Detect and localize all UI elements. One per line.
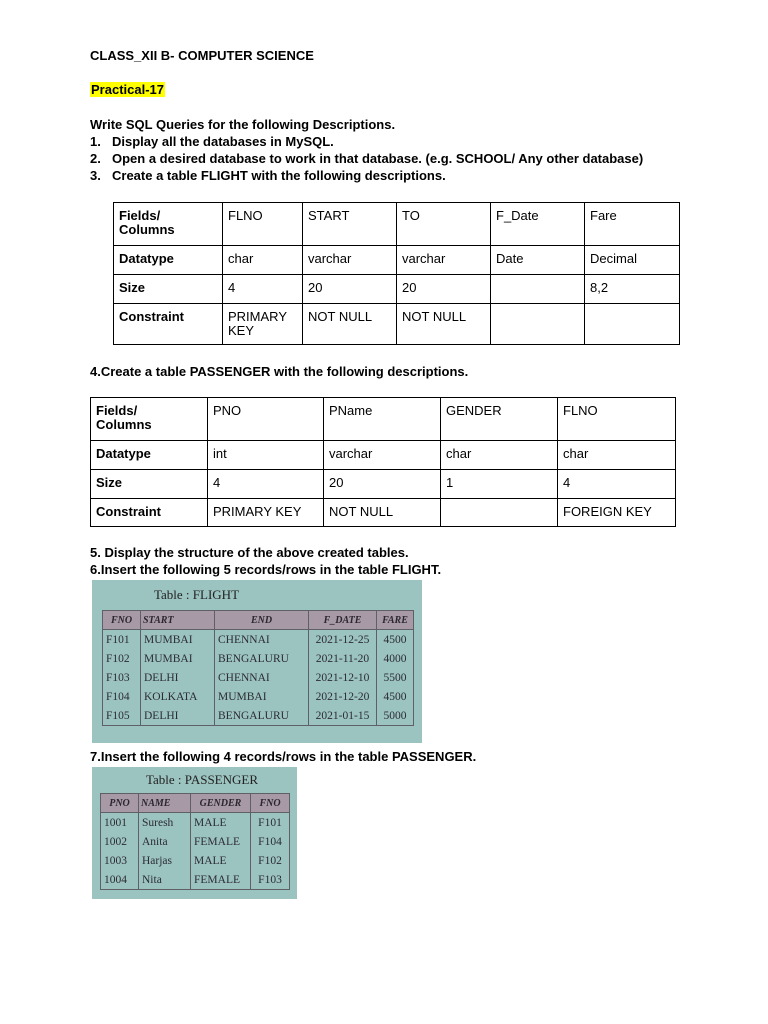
table-cell: F104 (103, 687, 141, 706)
column-header: START (141, 611, 215, 630)
row-header-cell: Constraint (114, 304, 223, 345)
table-cell: START (303, 203, 397, 246)
table-cell: 2021-01-15 (309, 706, 377, 726)
table-cell: PRIMARY KEY (208, 499, 324, 527)
table-cell: Fare (585, 203, 680, 246)
table-row (91, 441, 676, 470)
column-header: FNO (251, 794, 290, 813)
table-cell: 20 (324, 470, 441, 499)
table-cell: Nita (139, 870, 191, 890)
table-cell: CHENNAI (215, 668, 309, 687)
passenger-description-table (90, 397, 676, 527)
column-header: NAME (139, 794, 191, 813)
table-cell: 1004 (101, 870, 139, 890)
table-cell: Decimal (585, 246, 680, 275)
table-cell: NOT NULL (303, 304, 397, 345)
question-list (90, 133, 710, 184)
table-cell: F103 (251, 870, 290, 890)
table-cell: FLNO (223, 203, 303, 246)
table-row (101, 832, 290, 851)
table-cell: F104 (251, 832, 290, 851)
table-cell: PNO (208, 398, 324, 441)
table-cell: char (441, 441, 558, 470)
table-cell: FLNO (558, 398, 676, 441)
table-cell: 4500 (377, 687, 414, 706)
table-row (103, 668, 414, 687)
header-row (103, 611, 414, 630)
table-cell: MUMBAI (141, 630, 215, 650)
table-cell: varchar (397, 246, 491, 275)
flight-records-caption: Table : FLIGHT (154, 587, 240, 602)
table-cell: 5500 (377, 668, 414, 687)
column-header: PNO (101, 794, 139, 813)
table-cell: 4 (208, 470, 324, 499)
table-cell: 4 (558, 470, 676, 499)
table-cell: CHENNAI (215, 630, 309, 650)
table-cell: Anita (139, 832, 191, 851)
row-header-cell: Fields/ Columns (91, 398, 208, 441)
table-cell: PName (324, 398, 441, 441)
column-header: F_DATE (309, 611, 377, 630)
table-row (114, 304, 680, 345)
table-row (103, 630, 414, 650)
table-row (103, 687, 414, 706)
table-cell: NOT NULL (324, 499, 441, 527)
table-row (101, 851, 290, 870)
table-cell: 20 (303, 275, 397, 304)
table-row (101, 870, 290, 890)
table-cell: char (223, 246, 303, 275)
table-row (91, 470, 676, 499)
row-header-cell: Constraint (91, 499, 208, 527)
table-cell: 2021-11-20 (309, 649, 377, 668)
table-cell: PRIMARY KEY (223, 304, 303, 345)
table-row (91, 398, 676, 441)
table-cell: 20 (397, 275, 491, 304)
row-header-cell: Datatype (91, 441, 208, 470)
table-cell: MALE (191, 813, 251, 833)
table-cell: char (558, 441, 676, 470)
table-cell: BENGALURU (215, 706, 309, 726)
table-cell: GENDER (441, 398, 558, 441)
table-cell: KOLKATA (141, 687, 215, 706)
table-cell: BENGALURU (215, 649, 309, 668)
table-cell: 4 (223, 275, 303, 304)
table-cell (585, 304, 680, 345)
column-header: FARE (377, 611, 414, 630)
table-cell: F105 (103, 706, 141, 726)
table-cell: int (208, 441, 324, 470)
table-cell: Date (491, 246, 585, 275)
table-cell: 4500 (377, 630, 414, 650)
table-row (103, 649, 414, 668)
column-header: END (215, 611, 309, 630)
flight-description-table (113, 202, 680, 345)
table-cell: 2021-12-20 (309, 687, 377, 706)
table-cell: NOT NULL (397, 304, 491, 345)
table-cell: 8,2 (585, 275, 680, 304)
table-cell: F102 (103, 649, 141, 668)
passenger-records-caption: Table : PASSENGER (146, 772, 259, 787)
header-row (101, 794, 290, 813)
table-cell: F103 (103, 668, 141, 687)
table-cell: 5000 (377, 706, 414, 726)
table-cell: 1003 (101, 851, 139, 870)
table-cell: F101 (251, 813, 290, 833)
table-cell: MALE (191, 851, 251, 870)
table-cell (491, 275, 585, 304)
table-cell: FEMALE (191, 832, 251, 851)
practical-label: Practical-17 (91, 82, 164, 97)
table-cell: Suresh (139, 813, 191, 833)
table-row (103, 706, 414, 726)
table-cell: DELHI (141, 668, 215, 687)
table-cell: MUMBAI (141, 649, 215, 668)
table-cell: MUMBAI (215, 687, 309, 706)
table-cell: 4000 (377, 649, 414, 668)
table-cell: 1001 (101, 813, 139, 833)
table-cell: F_Date (491, 203, 585, 246)
question-6: 6.Insert the following 5 records/rows in the table FLIGHT. (90, 562, 442, 577)
question-5: 5. Display the structure of the above created tables. (90, 545, 409, 560)
class-title: CLASS_XII B- COMPUTER SCIENCE (90, 48, 314, 63)
flight-records-table (102, 610, 414, 726)
table-cell: 2021-12-10 (309, 668, 377, 687)
table-cell: varchar (303, 246, 397, 275)
row-header-cell: Size (114, 275, 223, 304)
table-row (114, 275, 680, 304)
question-item: 1. Display all the databases in MySQL. (90, 134, 334, 149)
table-row (91, 499, 676, 527)
column-header: FNO (103, 611, 141, 630)
question-item: 2. Open a desired database to work in that database. (e.g. SCHOOL/ Any other database) (90, 151, 644, 166)
row-header-cell: Fields/ Columns (114, 203, 223, 246)
table-cell: TO (397, 203, 491, 246)
table-row (101, 813, 290, 833)
column-header: GENDER (191, 794, 251, 813)
question-4: 4.Create a table PASSENGER with the following descriptions. (90, 364, 469, 379)
passenger-records-table (100, 793, 290, 890)
table-cell: F102 (251, 851, 290, 870)
table-cell: FEMALE (191, 870, 251, 890)
row-header-cell: Datatype (114, 246, 223, 275)
table-cell: varchar (324, 441, 441, 470)
table-cell: 1002 (101, 832, 139, 851)
table-cell: 1 (441, 470, 558, 499)
flight-records-image (92, 580, 422, 743)
table-row (114, 203, 680, 246)
row-header-cell: Size (91, 470, 208, 499)
table-cell (491, 304, 585, 345)
table-cell (441, 499, 558, 527)
table-cell: F101 (103, 630, 141, 650)
table-cell: FOREIGN KEY (558, 499, 676, 527)
question-7: 7.Insert the following 4 records/rows in the table PASSENGER. (90, 749, 477, 764)
question-item: 3. Create a table FLIGHT with the following descriptions. (90, 168, 446, 183)
intro-text: Write SQL Queries for the following Descriptions. (90, 117, 396, 132)
table-cell: DELHI (141, 706, 215, 726)
passenger-records-image (92, 767, 297, 899)
table-cell: 2021-12-25 (309, 630, 377, 650)
table-cell: Harjas (139, 851, 191, 870)
table-row (114, 246, 680, 275)
